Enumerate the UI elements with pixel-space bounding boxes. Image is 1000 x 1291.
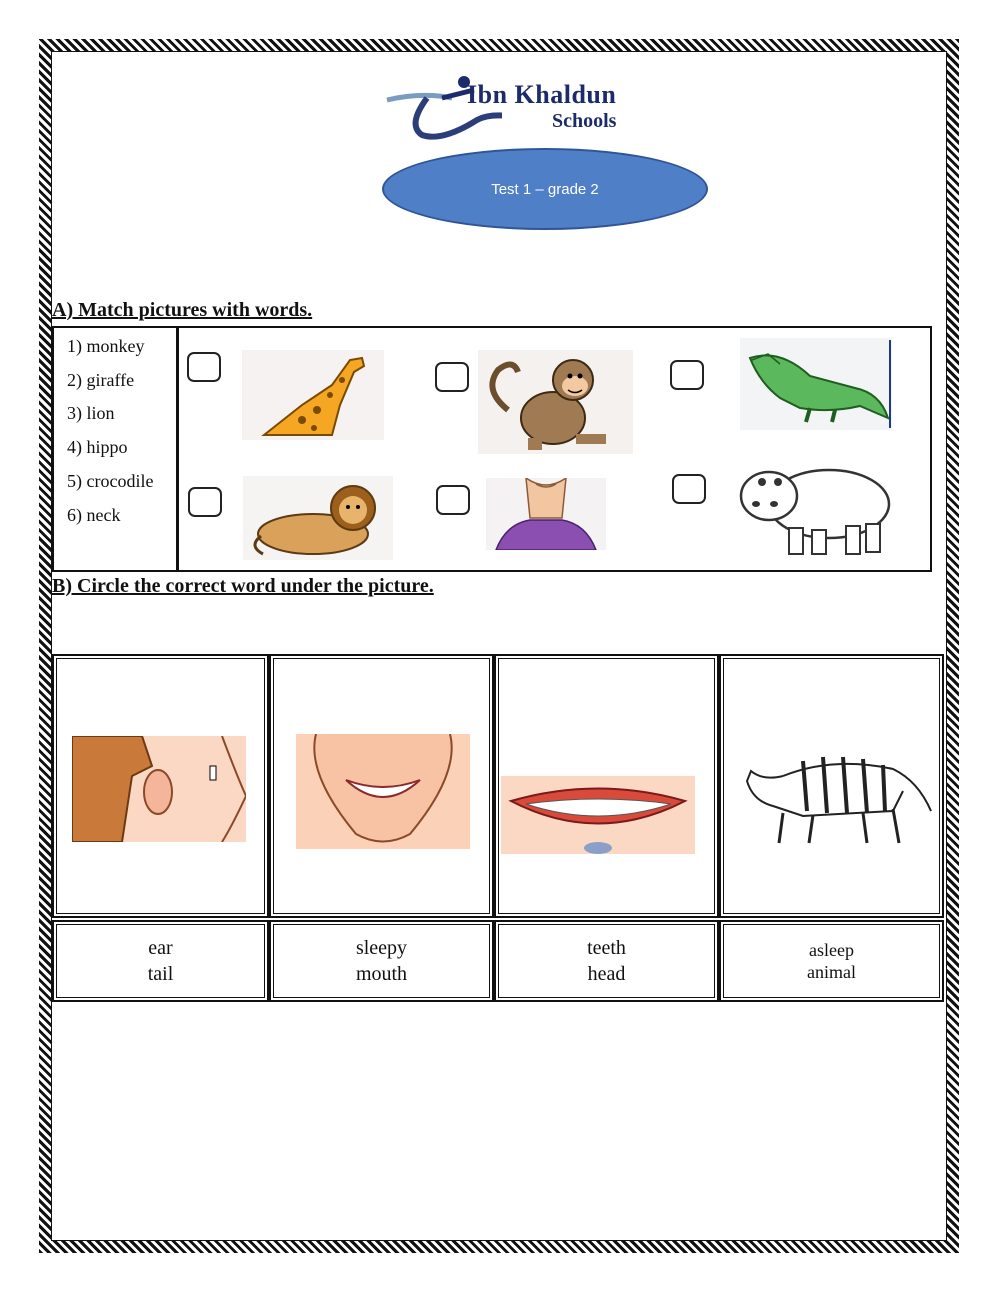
ear-picture <box>72 736 246 842</box>
picture-cell-ear <box>52 654 269 918</box>
word-item-monkey: 1) monkey <box>67 336 145 356</box>
word-item-lion: 3) lion <box>67 403 115 423</box>
logo-title: Ibn Khaldun <box>467 80 617 109</box>
match-table <box>52 326 932 572</box>
word-option-tail[interactable]: tail <box>147 963 174 985</box>
crocodile-picture <box>740 338 892 430</box>
words-cell-ear <box>52 920 269 1002</box>
word-option-head[interactable]: head <box>587 963 626 985</box>
monkey-picture <box>478 350 633 454</box>
word-option-mouth[interactable]: mouth <box>355 963 408 985</box>
answer-box-monkey[interactable] <box>435 362 469 392</box>
word-option-teeth[interactable]: teeth <box>587 937 626 959</box>
word-option-sleepy[interactable]: sleepy <box>355 937 408 959</box>
answer-box-neck[interactable] <box>436 485 470 515</box>
giraffe-picture <box>242 350 384 440</box>
answer-box-giraffe[interactable] <box>187 352 221 382</box>
words-cell-tiger <box>719 920 944 1002</box>
picture-cell-teeth <box>494 654 719 918</box>
answer-box-lion[interactable] <box>188 487 222 517</box>
picture-cell-tiger <box>719 654 944 918</box>
hippo-picture <box>734 446 899 558</box>
neck-picture <box>486 478 606 550</box>
picture-cell-mouth <box>269 654 494 918</box>
mouth-picture <box>296 734 470 849</box>
word-item-neck: 6) neck <box>67 505 121 525</box>
section-b-heading: B) Circle the correct word under the picture. <box>52 575 434 597</box>
word-item-crocodile: 5) crocodile <box>67 471 154 491</box>
section-a-heading: A) Match pictures with words. <box>52 299 313 321</box>
worksheet-page <box>51 51 947 1241</box>
words-cell-teeth <box>494 920 719 1002</box>
tiger-picture <box>743 751 933 846</box>
word-option-ear[interactable]: ear <box>148 937 173 959</box>
lion-picture <box>243 476 393 560</box>
page-border <box>39 39 959 1253</box>
answer-box-hippo[interactable] <box>672 474 706 504</box>
word-option-asleep[interactable]: asleep <box>809 940 854 960</box>
test-title-oval <box>382 148 708 230</box>
test-title: Test 1 – grade 2 <box>491 180 599 198</box>
school-logo <box>382 70 672 160</box>
word-item-hippo: 4) hippo <box>67 437 128 457</box>
word-option-animal[interactable]: animal <box>807 962 856 982</box>
answer-box-crocodile[interactable] <box>670 360 704 390</box>
teeth-picture <box>501 776 695 854</box>
circle-word-grid <box>52 654 944 1002</box>
logo-subtitle: Schools <box>552 110 617 132</box>
match-divider <box>176 328 179 570</box>
words-cell-mouth <box>269 920 494 1002</box>
word-item-giraffe: 2) giraffe <box>67 370 135 390</box>
